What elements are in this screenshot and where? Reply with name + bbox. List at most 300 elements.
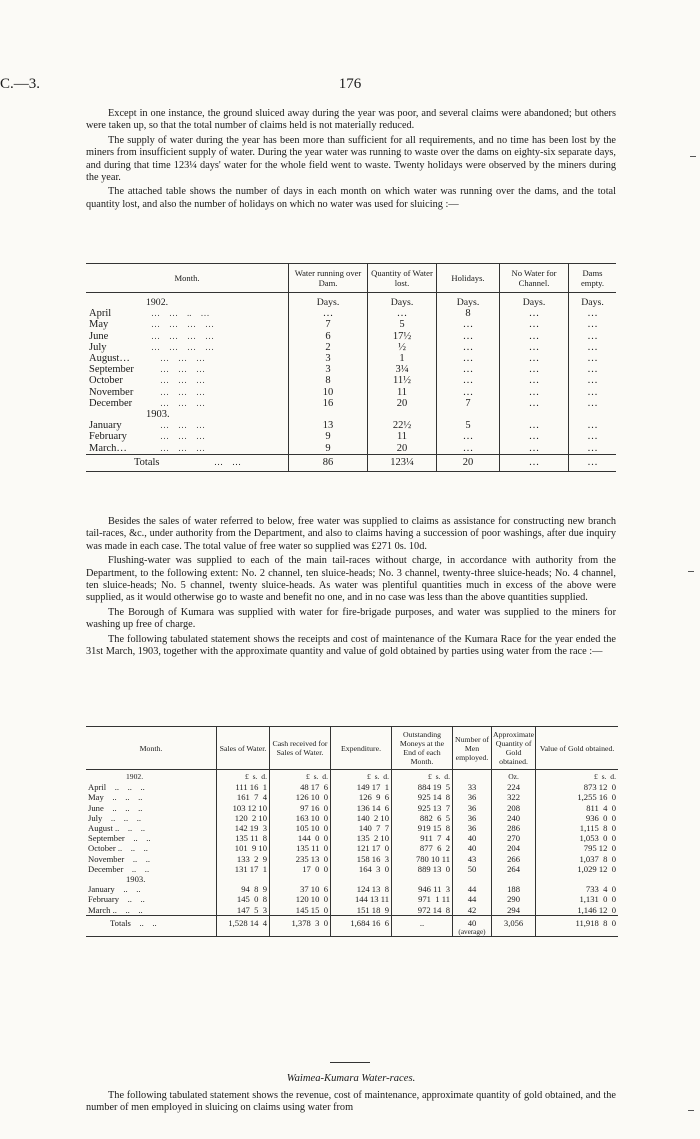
exp-cell: 158 16 3: [331, 854, 392, 864]
leader-dots: … … … …: [151, 341, 214, 352]
totals-row: [86, 915, 618, 936]
men-cell: 43: [453, 854, 492, 864]
margin-mark: [688, 1110, 694, 1111]
running-cell: …: [289, 308, 368, 319]
totals-label: Totals: [134, 457, 160, 469]
lost-cell: ½: [368, 342, 437, 353]
exp-cell: 140 2 10: [331, 813, 392, 823]
unit-cell: Days.: [569, 293, 617, 309]
sales-cell: 135 11 8: [217, 833, 270, 843]
table-row: [86, 813, 618, 823]
paragraph: The Borough of Kumara was supplied with water for fire-brigade purposes, and water was supplied to the miners for washing up free of charge.: [86, 606, 616, 631]
value-cell: 733 4 0: [536, 884, 618, 894]
holidays-cell: …: [437, 342, 500, 353]
month-label: April: [89, 308, 112, 320]
leader-dots: … … … …: [151, 319, 214, 330]
nowater-cell: …: [500, 308, 569, 319]
paragraph: The supply of water during the year has been more than sufficient for all requirements, and no time has been lost by the miners from insufficient supply of water. During the year water was running to waste over the dams on eighty-six separate days, and during that time 123¼ days' water for the whole field went to waste. Twenty holidays were observed by the miners during the year.: [86, 134, 616, 184]
men-cell: 44: [453, 884, 492, 894]
oz-cell: 224: [492, 782, 536, 792]
lost-cell: 3¼: [368, 364, 437, 375]
holidays-cell: 8: [437, 308, 500, 319]
out-cell: 925 14 8: [392, 792, 453, 802]
table-row: [86, 833, 618, 843]
holidays-cell: …: [437, 353, 500, 364]
table-row: [86, 843, 618, 853]
month-cell: February .. ..: [88, 894, 145, 905]
month-cell: December .. ..: [88, 863, 150, 874]
running-total: 86: [289, 454, 368, 471]
empty-cell: …: [569, 319, 617, 330]
month-cell: [86, 342, 289, 353]
unit-cell: £ s. d.: [331, 770, 392, 783]
empty-cell: …: [569, 308, 617, 319]
col-sales: Sales of Water.: [217, 727, 270, 770]
col-water-running: Water running over Dam.: [289, 264, 368, 293]
value-cell: 795 12 0: [536, 843, 618, 853]
page-number: 176: [338, 76, 362, 92]
holidays-cell: …: [437, 443, 500, 455]
unit-cell: £ s. d.: [270, 770, 331, 783]
out-cell: 919 15 8: [392, 823, 453, 833]
lost-cell: 11½: [368, 375, 437, 386]
running-cell: 9: [289, 443, 368, 455]
empty-cell: [492, 874, 536, 884]
nowater-cell: …: [500, 387, 569, 398]
table-row: [86, 364, 616, 375]
value-cell: 1,146 12 0: [536, 905, 618, 916]
holidays-total: 20: [437, 454, 500, 471]
oz-cell: 286: [492, 823, 536, 833]
month-cell: September .. ..: [88, 833, 151, 844]
exp-cell: 126 9 6: [331, 792, 392, 802]
col-gold-value: Value of Gold obtained.: [536, 727, 618, 770]
unit-cell: £ s. d.: [217, 770, 270, 783]
month-cell: [86, 375, 289, 386]
cash-cell: 120 10 0: [270, 894, 331, 904]
empty-cell: [331, 874, 392, 884]
leader-dots: … … …: [151, 386, 205, 397]
empty-cell: …: [569, 443, 617, 455]
unit-cell: Days.: [437, 293, 500, 309]
table-row: [86, 420, 616, 431]
month-label: June: [89, 330, 109, 342]
empty-cell: …: [569, 331, 617, 342]
lost-cell: 20: [368, 443, 437, 455]
value-total: 11,918 8 0: [536, 915, 618, 936]
exp-total: 1,684 16 6: [331, 915, 392, 936]
sales-cell: 103 12 10: [217, 803, 270, 813]
col-holidays: Holidays.: [437, 264, 500, 293]
month-cell: June .. .. ..: [88, 802, 143, 813]
table-row: [86, 319, 616, 330]
men-cell: 36: [453, 792, 492, 802]
empty-cell: [368, 409, 437, 420]
lost-total: 123¼: [368, 454, 437, 471]
leader-dots: … … …: [151, 353, 205, 364]
month-label: February: [89, 431, 127, 443]
empty-cell: …: [569, 431, 617, 442]
col-no-water: No Water for Channel.: [500, 264, 569, 293]
out-cell: 925 13 7: [392, 803, 453, 813]
units-row: [86, 293, 616, 309]
year-row: [86, 409, 616, 420]
cash-total: 1,378 3 0: [270, 915, 331, 936]
leader-dots: … … .. …: [151, 308, 210, 319]
table-row: [86, 782, 618, 792]
lost-cell: …: [368, 308, 437, 319]
lost-cell: 1: [368, 353, 437, 364]
oz-cell: 188: [492, 884, 536, 894]
empty-cell: [217, 874, 270, 884]
month-label: July: [89, 341, 107, 353]
value-cell: 1,131 0 0: [536, 894, 618, 904]
running-cell: 13: [289, 420, 368, 431]
col-month: Month.: [86, 727, 217, 770]
units-row: [86, 770, 618, 783]
paragraph: The following tabulated statement shows the receipts and cost of maintenance of the Kumara Race for the year ended the 31st March, 1903, together with the approximate quantity and value of gold obtained by parties using water from the race :—: [86, 633, 616, 658]
month-cell: [86, 387, 289, 398]
cash-cell: 144 0 0: [270, 833, 331, 843]
oz-total: 3,056: [492, 915, 536, 936]
empty-cell: [437, 409, 500, 420]
col-gold-qty: Approximate Quantity of Gold obtained.: [492, 727, 536, 770]
empty-cell: [392, 874, 453, 884]
col-cash: Cash received for Sales of Water.: [270, 727, 331, 770]
paragraph: Except in one instance, the ground sluiced away during the year was poor, and several claims were abandoned; but others were taken up, so that the total number of claims held is not materially reduced.: [86, 108, 616, 132]
leader-dots: … …: [214, 457, 241, 468]
lost-cell: 22½: [368, 420, 437, 431]
empty-cell: …: [569, 342, 617, 353]
margin-mark: [690, 156, 696, 157]
month-label: January: [89, 420, 122, 432]
out-cell: 884 19 5: [392, 782, 453, 792]
table-row: [86, 823, 618, 833]
exp-cell: 124 13 8: [331, 884, 392, 894]
nowater-cell: …: [500, 353, 569, 364]
running-cell: 8: [289, 375, 368, 386]
col-quantity-lost: Quantity of Water lost.: [368, 264, 437, 293]
table-row: [86, 331, 616, 342]
sales-cell: 94 8 9: [217, 884, 270, 894]
holidays-table: [86, 263, 616, 472]
running-cell: 2: [289, 342, 368, 353]
col-dams-empty: Dams empty.: [569, 264, 617, 293]
table-row: [86, 398, 616, 409]
totals-row: [86, 454, 616, 471]
closing-paragraph: [86, 1090, 616, 1115]
empty-cell: …: [569, 420, 617, 431]
exp-cell: 164 3 0: [331, 864, 392, 874]
empty-total: …: [569, 454, 617, 471]
empty-cell: …: [569, 364, 617, 375]
men-cell: 42: [453, 905, 492, 916]
month-cell: [86, 308, 289, 319]
table-row: [86, 905, 618, 916]
paragraph: Flushing-water was supplied to each of the main tail-races without charge, in accordance with authority from the Department, to the following extent: No. 2 channel, ten sluice-heads; No. 3 channel, twenty-three sluice-heads; No. 4 channel, ten sluice-heads; No. 5 channel, twenty sluice-heads. As water was plentiful quantities much in excess of the above were supplied, as it would otherwise go to waste and benefit no one, and in no case was less than the above quantities supplied.: [86, 555, 616, 604]
oz-cell: 290: [492, 894, 536, 904]
value-cell: 873 12 0: [536, 782, 618, 792]
empty-cell: …: [569, 375, 617, 386]
holidays-cell: …: [437, 364, 500, 375]
section-divider: [330, 1062, 370, 1063]
lost-cell: 17½: [368, 331, 437, 342]
men-cell: 36: [453, 823, 492, 833]
holidays-cell: …: [437, 387, 500, 398]
totals-label-cell: [86, 454, 289, 471]
empty-cell: …: [569, 387, 617, 398]
holidays-cell: 5: [437, 420, 500, 431]
month-cell: [86, 443, 289, 455]
year-row: [86, 874, 618, 884]
unit-cell: [453, 770, 492, 783]
nowater-total: …: [500, 454, 569, 471]
cash-cell: 145 15 0: [270, 905, 331, 916]
cash-cell: 135 11 0: [270, 843, 331, 853]
oz-cell: 294: [492, 905, 536, 916]
sales-total: 1,528 14 4: [217, 915, 270, 936]
month-label: September: [89, 364, 134, 376]
table-row: [86, 803, 618, 813]
cash-cell: 105 10 0: [270, 823, 331, 833]
table-row: [86, 308, 616, 319]
month-cell: August .. .. ..: [88, 823, 146, 834]
cash-cell: 163 10 0: [270, 813, 331, 823]
men-cell: 40: [453, 843, 492, 853]
men-cell: 36: [453, 803, 492, 813]
out-cell: 971 1 11: [392, 894, 453, 904]
running-cell: 7: [289, 319, 368, 330]
empty-cell: [453, 874, 492, 884]
unit-cell: Oz.: [492, 770, 536, 783]
empty-cell: …: [569, 353, 617, 364]
col-expenditure: Expenditure.: [331, 727, 392, 770]
table-row: [86, 443, 616, 455]
exp-cell: 135 2 10: [331, 833, 392, 843]
leader-dots: … … …: [151, 397, 205, 408]
holidays-cell: …: [437, 431, 500, 442]
table-row: [86, 854, 618, 864]
sales-cell: 161 7 4: [217, 792, 270, 802]
exp-cell: 136 14 6: [331, 803, 392, 813]
sales-cell: 131 17 1: [217, 864, 270, 874]
men-cell: 50: [453, 864, 492, 874]
nowater-cell: …: [500, 431, 569, 442]
running-cell: 9: [289, 431, 368, 442]
totals-label: Totals .. ..: [86, 915, 217, 936]
men-cell: 44: [453, 894, 492, 904]
month-cell: [86, 319, 289, 330]
lost-cell: 11: [368, 387, 437, 398]
lost-cell: 5: [368, 319, 437, 330]
leader-dots: … … … …: [151, 330, 214, 341]
value-cell: 1,255 16 0: [536, 792, 618, 802]
month-label: December: [89, 397, 133, 409]
leader-dots: … … …: [151, 375, 205, 386]
intro-paragraphs: [86, 108, 616, 211]
unit-cell: 1902.: [126, 772, 144, 781]
out-cell: 972 14 8: [392, 905, 453, 916]
exp-cell: 144 13 11: [331, 894, 392, 904]
cash-cell: 37 10 6: [270, 884, 331, 894]
out-cell: 946 11 3: [392, 884, 453, 894]
table-row: [86, 342, 616, 353]
exp-cell: 121 17 0: [331, 843, 392, 853]
leader-dots: … … …: [151, 364, 205, 375]
month-cell: January .. ..: [88, 884, 141, 895]
col-month: Month.: [86, 264, 289, 293]
month-label: November: [89, 386, 134, 398]
table-row: [86, 864, 618, 874]
table-row: [86, 894, 618, 904]
unit-cell: £ s. d.: [392, 770, 453, 783]
table-row: [86, 884, 618, 894]
out-cell: 877 6 2: [392, 843, 453, 853]
running-cell: 10: [289, 387, 368, 398]
month-cell: [86, 353, 289, 364]
table-row: [86, 353, 616, 364]
holidays-cell: 7: [437, 398, 500, 409]
empty-cell: [500, 409, 569, 420]
oz-cell: 204: [492, 843, 536, 853]
unit-cell: 1902.: [146, 297, 169, 308]
out-total: ..: [392, 915, 453, 936]
unit-cell: Days.: [500, 293, 569, 309]
oz-cell: 264: [492, 864, 536, 874]
nowater-cell: …: [500, 364, 569, 375]
nowater-cell: …: [500, 443, 569, 455]
paragraph: Besides the sales of water referred to below, free water was supplied to claims as assistance for constructing new branch tail-races, &c., under authority from the Department, and also to claims having a succession of poor washings, after due inquiry was made in each case. The total value of free water so supplied was £271 0s. 10d.: [86, 516, 616, 552]
men-cell: 36: [453, 813, 492, 823]
month-cell: [86, 431, 289, 442]
leader-dots: … … …: [151, 420, 205, 431]
exp-cell: 151 18 9: [331, 905, 392, 916]
month-label: May: [89, 319, 109, 331]
cash-cell: 17 0 0: [270, 864, 331, 874]
sales-cell: 142 19 3: [217, 823, 270, 833]
exp-cell: 149 17 1: [331, 782, 392, 792]
month-cell: [86, 420, 289, 431]
sales-cell: 133 2 9: [217, 854, 270, 864]
year-label: 1903.: [126, 874, 146, 885]
oz-cell: 270: [492, 833, 536, 843]
month-cell: October .. .. ..: [88, 843, 148, 854]
month-cell: [86, 364, 289, 375]
cash-cell: 48 17 6: [270, 782, 331, 792]
margin-mark: [688, 571, 694, 572]
month-cell: [86, 331, 289, 342]
sales-cell: 147 5 3: [217, 905, 270, 916]
men-average-note: (average): [458, 928, 486, 937]
men-average-value: 40: [467, 917, 477, 928]
month-cell: March .. .. ..: [88, 904, 143, 915]
table-row: [86, 792, 618, 802]
out-cell: 882 6 5: [392, 813, 453, 823]
month-cell: July .. .. ..: [88, 812, 141, 823]
value-cell: 811 4 0: [536, 803, 618, 813]
out-cell: 780 10 11: [392, 854, 453, 864]
empty-cell: …: [569, 398, 617, 409]
cash-cell: 97 16 0: [270, 803, 331, 813]
running-cell: 3: [289, 353, 368, 364]
year-label: 1903.: [146, 409, 170, 421]
men-total: [453, 915, 492, 936]
unit-cell: £ s. d.: [536, 770, 618, 783]
lost-cell: 20: [368, 398, 437, 409]
oz-cell: 240: [492, 813, 536, 823]
nowater-cell: …: [500, 319, 569, 330]
nowater-cell: …: [500, 375, 569, 386]
month-cell: November .. ..: [88, 853, 151, 864]
section-title: Waimea-Kumara Water-races.: [286, 1073, 416, 1084]
kumara-race-table: [86, 726, 618, 937]
lost-cell: 11: [368, 431, 437, 442]
out-cell: 889 13 0: [392, 864, 453, 874]
table-row: [86, 431, 616, 442]
empty-cell: [289, 409, 368, 420]
cash-cell: 235 13 0: [270, 854, 331, 864]
empty-cell: [569, 409, 617, 420]
nowater-cell: …: [500, 342, 569, 353]
unit-cell: Days.: [289, 293, 368, 309]
empty-cell: [270, 874, 331, 884]
oz-cell: 322: [492, 792, 536, 802]
nowater-cell: …: [500, 420, 569, 431]
sales-cell: 120 2 10: [217, 813, 270, 823]
paragraph: The attached table shows the number of days in each month on which water was running over the dams, and the total quantity lost, and also the number of holidays on which no water was used for sluicing :—: [86, 186, 616, 210]
table-row: [86, 375, 616, 386]
value-cell: 1,037 8 0: [536, 854, 618, 864]
men-cell: 40: [453, 833, 492, 843]
leader-dots: … … …: [151, 442, 205, 453]
holidays-cell: …: [437, 331, 500, 342]
month-cell: May .. .. ..: [88, 792, 143, 803]
middle-paragraphs: [86, 516, 616, 658]
value-cell: 1,029 12 0: [536, 864, 618, 874]
value-cell: 936 0 0: [536, 813, 618, 823]
out-cell: 911 7 4: [392, 833, 453, 843]
document-reference: C.—3.: [0, 76, 41, 92]
running-cell: 6: [289, 331, 368, 342]
nowater-cell: …: [500, 331, 569, 342]
oz-cell: 208: [492, 803, 536, 813]
sales-cell: 145 0 8: [217, 894, 270, 904]
col-men: Number of Men employed.: [453, 727, 492, 770]
exp-cell: 140 7 7: [331, 823, 392, 833]
running-cell: 16: [289, 398, 368, 409]
leader-dots: … … …: [151, 431, 205, 442]
holidays-cell: …: [437, 319, 500, 330]
month-cell: [86, 398, 289, 409]
sales-cell: 111 16 1: [217, 782, 270, 792]
holidays-cell: …: [437, 375, 500, 386]
unit-cell: Days.: [368, 293, 437, 309]
month-cell: April .. .. ..: [88, 782, 145, 793]
men-cell: 33: [453, 782, 492, 792]
oz-cell: 266: [492, 854, 536, 864]
month-label: March…: [89, 442, 127, 454]
sales-cell: 101 9 10: [217, 843, 270, 853]
month-label: August…: [89, 353, 130, 365]
nowater-cell: …: [500, 398, 569, 409]
col-outstanding: Outstanding Moneys at the End of each Month.: [392, 727, 453, 770]
running-cell: 3: [289, 364, 368, 375]
table-row: [86, 387, 616, 398]
month-label: October: [89, 375, 123, 387]
empty-cell: [536, 874, 618, 884]
paragraph: The following tabulated statement shows the revenue, cost of maintenance, approximate quantity of gold obtained, and the number of men employed in sluicing on claims using water from: [86, 1090, 616, 1114]
value-cell: 1,115 8 0: [536, 823, 618, 833]
